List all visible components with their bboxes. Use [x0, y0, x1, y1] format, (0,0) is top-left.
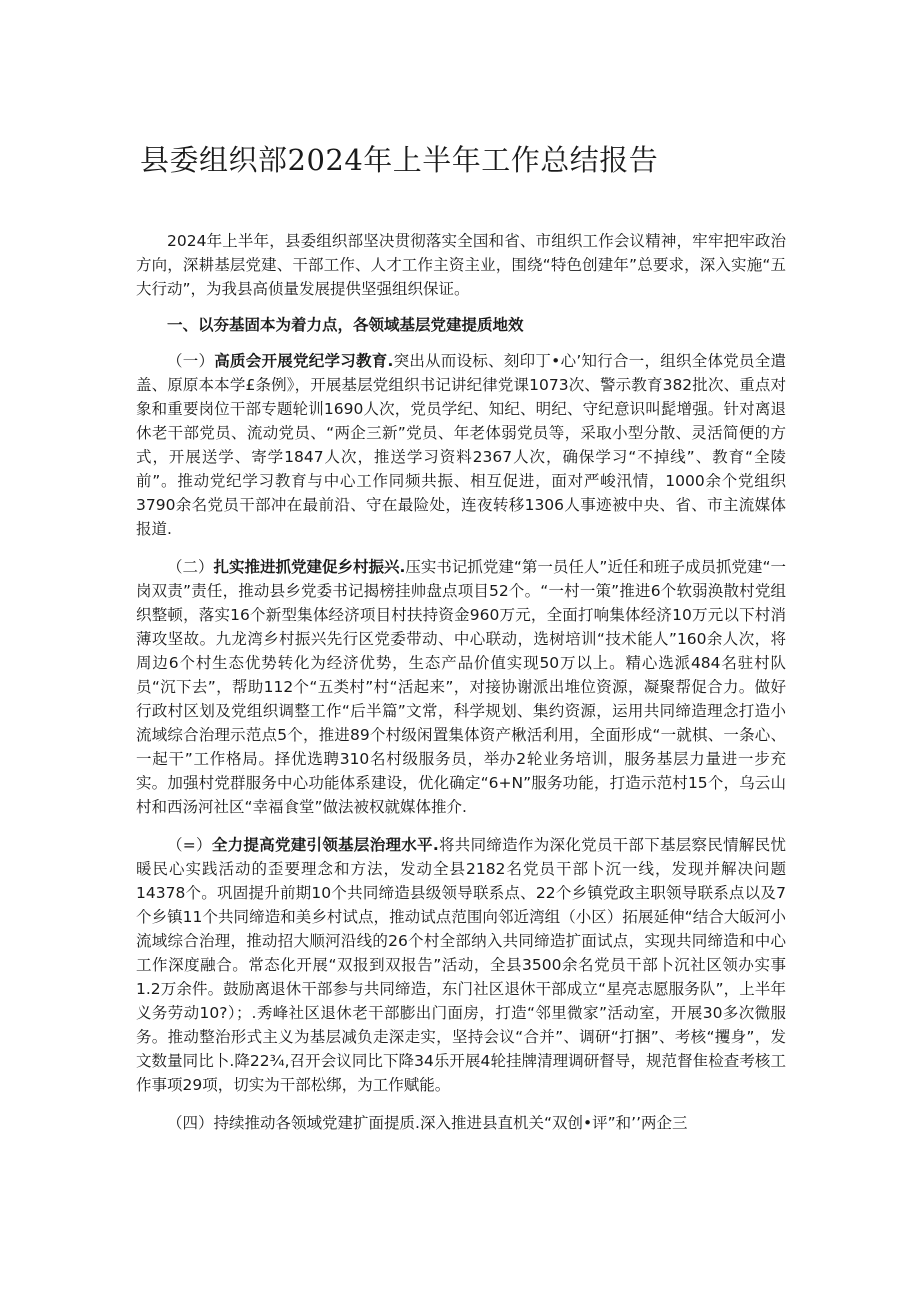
document-body	[136, 229, 786, 1135]
item-text: 将共同缔造作为深化党员干部下基层察民情解民忧暖民心实践活动的歪要理念和方法，发动全县2182名党员干部卜沉一线，发现并解决问题14378个。巩固提升前期10个共同缔造县级领导联系点、22个乡镇党政主职领导联系点以及7个乡镇11个共同缔造和美乡村试点，推动试点范围向邻近湾组（小区）拓展延伸“结合大皈河小流域综合治理，推动招大顺河沿线的26个村全部纳入共同缔造扩面试点，实现共同缔造和中心工作深度融合。常态化开展“双报到双报告”活动，全县3500余名党员干部卜沉社区领办实事1.2万余件。鼓励离退休干部参与共同缔造，东门社区退休干部成立“星亮志愿服务队”，上半年义务劳动10?）；.秀峰社区退休老干部膨出门面房，打造“邻里微家”活动室，开展30多次微服务。推动整治形式主义为基层减负走深走实，坚持会议“合并”、调研“打捆”、考核“攫身”，发文数量同比卜.降22¾,召开会议同比下降34乐开展4轮挂牌清理调研督导，规范督隹检查考核工作事项29项，切实为干部松绑，为工作赋能。	[136, 836, 786, 1094]
paragraph-item-3	[136, 833, 786, 1097]
paragraph-item-1	[136, 349, 786, 541]
section-heading: 一、以夯基固本为着力点，各领域基层党建提质地效	[167, 316, 524, 334]
paragraph-item-2	[136, 555, 786, 819]
item-lead: 全力提高党建引领基层治理水平.	[211, 836, 439, 854]
document-title: 县委组织部2024年上半年工作总结报告	[140, 143, 659, 177]
item-text: 压实书记抓党建“第一员任人”近任和班子成员抓党建“一岗双责”责任，推动县乡党委书记揭榜挂帅盘点项目52个。“一村一策”推进6个软弱涣散村党组织整顿，落实16个新型集体经济项目村扶持资金960万元，全面打响集体经济10万元以下村消薄攻坚故。九龙湾乡村振兴先行区党委带动、中心联动，选树培训“技术能人”160余人次，将周边6个村生态优势转化为经济优势，生态产品价值实现50万以上。精心选派484名驻村队员“沉下去”，帮助112个“五类村”村“活起来”，对接协谢派出堆位资源，凝聚帮促合力。做好行政村区划及党组织调整工作“后半篇”文常，科学规划、集约资源，运用共同缔造理念打造小流域综合治理示范点5个，推进89个村级闲置集体资产楸活利用，全面形成“一就棋、一条心、一起干”工作格局。择优选聘310名村级服务员，举办2轮业务培训，服务基层力量进一步充实。加强村党群服务中心功能体系建设，优化确定“6+N”服务功能，打造示范村15个，乌云山村和西汤河社区“幸福食堂”做法被权就媒体推介.	[136, 558, 786, 816]
item-prefix: （四）	[167, 1114, 214, 1132]
item-prefix: （=）	[167, 836, 212, 854]
intro-paragraph: 2024年上半年，县委组织部坚决贯彻落实全国和省、市组织工作会议精神，牢牢把牢政治方向，深耕基层党建、干部工作、人才工作主资主业，围绕“特色创建年”总要求，深入实施“五大行动”，为我县高侦量发展提供坚强组织保证。	[136, 232, 786, 298]
item-text: 持续推动各领域党建扩面提质.深入推进县直机关“双创•评”和’’两企三	[213, 1114, 688, 1132]
item-text: 突出从而设标、刻印丁•心’知行合一，组织全体党员全遣盖、原原本本学£条例》，开展基层党组织书记讲纪律党课1073次、警示教育382批次、重点对象和重要岗位干部专题轮训1690人次，党员学纪、知纪、明纪、守纪意识叫髭增强。针对离退休老干部党员、流动党员、“两企三新”党员、年老体弱党员等，采取小型分散、灵活简便的方式，开展送学、寄学1847人次，推送学习资料2367人次，确保学习“不掉线”、教育“全陵前”。推动党纪学习教育与中心工作同频共振、相互促进，面对严峻汛情，1000余个党组织3790余名党员干部冲在最前沿、守在最险处，连夜转移1306人事迹被中央、省、市主流媒体报道.	[136, 352, 787, 538]
item-prefix: （一）	[167, 352, 215, 370]
item-prefix: （二）	[167, 558, 214, 576]
item-lead: 扎实推进抓党建促乡村振兴.	[213, 558, 406, 576]
item-lead: 高质会开展党纪学习教育.	[214, 352, 394, 370]
paragraph-item-4	[136, 1111, 786, 1135]
